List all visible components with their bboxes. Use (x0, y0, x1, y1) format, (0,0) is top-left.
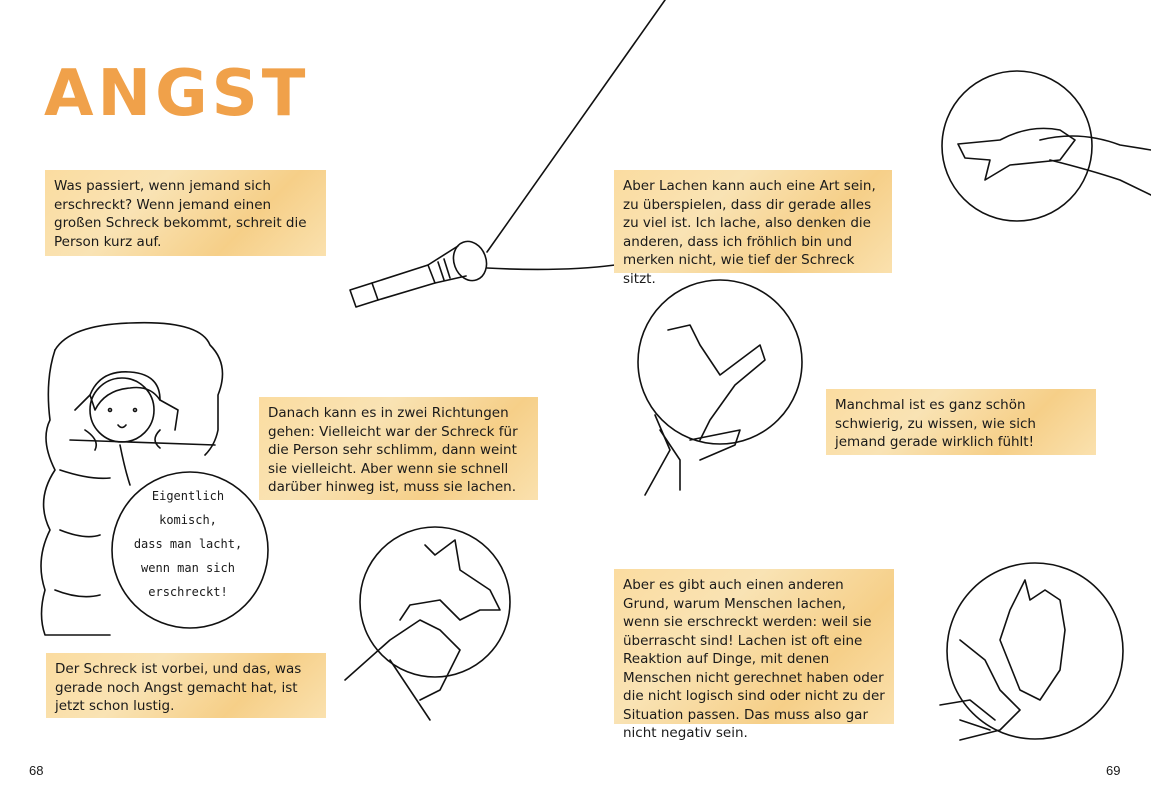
note-two-directions (259, 397, 538, 500)
page-number-right: 69 (1106, 763, 1121, 778)
bubble-line: komisch, (159, 513, 217, 527)
shadow-hands-circle-1 (942, 71, 1151, 221)
note-what-happens (45, 170, 326, 256)
note-text: Aber Lachen kann auch eine Art sein, zu überspielen, dass dir gerade alles zu viel ist. Ich lache, also denken die anderen, dass ich fröhlich bin und merken nicht, wie tief der Schreck sitzt. (623, 178, 876, 287)
shadow-dog-circle (345, 527, 510, 720)
page-title: ANGST (44, 57, 310, 131)
note-hard-to-know (826, 389, 1096, 455)
bubble-line: erschreckt! (148, 585, 228, 599)
note-text: Manchmal ist es ganz schön schwierig, zu wissen, wie sich jemand gerade wirklich fühlt! (835, 397, 1036, 450)
note-text: Was passiert, wenn jemand sich erschreckt? Wenn jemand einen großen Schreck bekommt, schreit die Person kurz auf. (54, 178, 307, 250)
speech-bubble (108, 478, 268, 618)
note-text: Danach kann es in zwei Richtungen gehen: Vielleicht war der Schreck für die Person sehr schlimm, dann weint sie vielleicht. Aber wenn sie schnell darüber hinweg ist, muss sie lachen. (268, 405, 518, 495)
note-fear-over (46, 653, 326, 718)
bubble-line: wenn man sich (141, 561, 235, 575)
page-number-left: 68 (29, 763, 44, 778)
shadow-deer-circle (940, 563, 1123, 740)
bubble-line: dass man lacht, (133, 537, 243, 551)
note-text: Der Schreck ist vorbei, und das, was gerade noch Angst gemacht hat, ist jetzt schon lustig. (55, 661, 302, 714)
shadow-bird-circle (638, 280, 802, 495)
note-text: Aber es gibt auch einen anderen Grund, warum Menschen lachen, wenn sie erschreckt werden: weil sie überrascht sind! Lachen ist oft eine Reaktion auf Dinge, mit denen Menschen nicht gerechnet haben oder die nicht logisch sind oder nicht zu der Situation passen. Das muss also gar nicht negativ sein. (623, 577, 885, 741)
note-laughing-hides (614, 170, 892, 287)
note-surprise (614, 569, 894, 741)
bubble-line: Eigentlich (151, 489, 225, 503)
